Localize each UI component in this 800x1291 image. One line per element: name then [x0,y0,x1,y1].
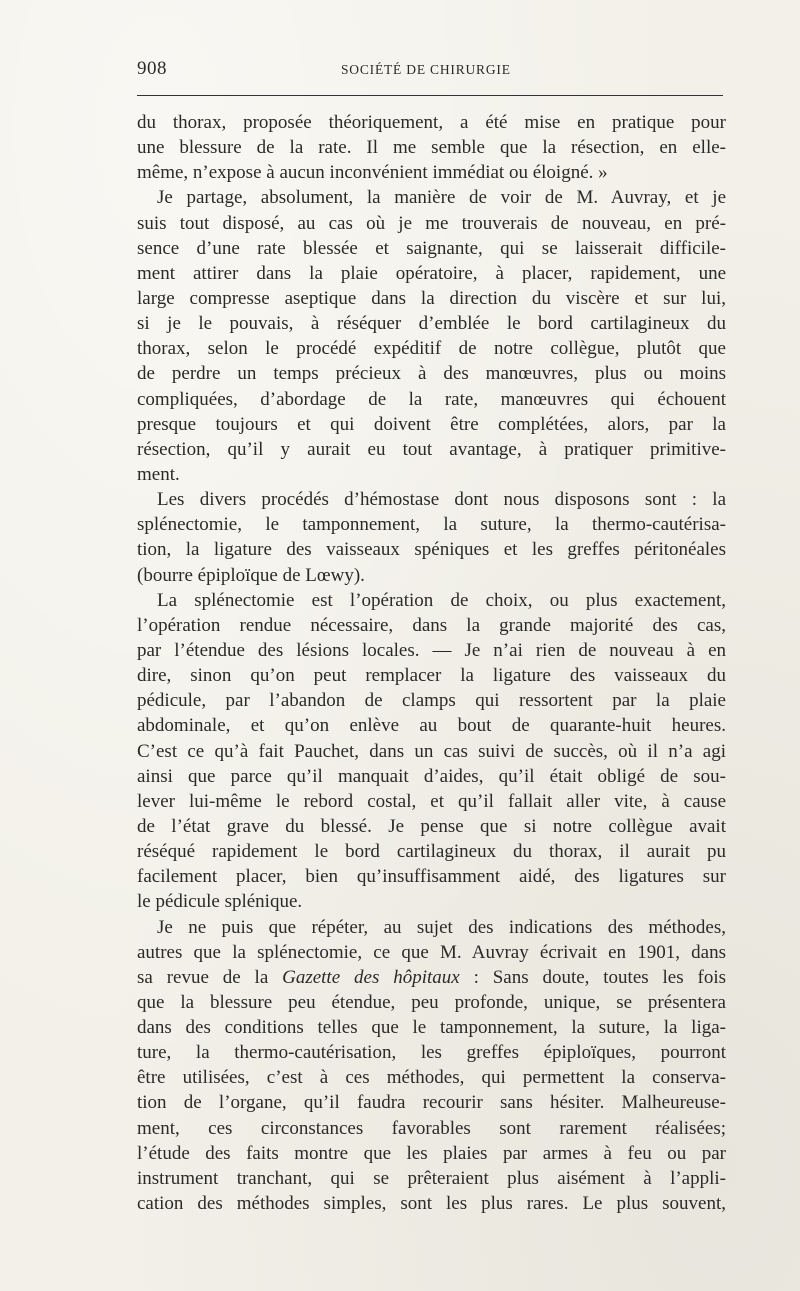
text-line: résection, qu’il y aurait eu tout avantage, à pratiquer primitive- [137,438,726,460]
text-line: le pédicule splénique. [137,891,303,913]
text-line: dans des conditions telles que le tamponnement, la suture, la liga- [137,1017,726,1039]
text-line: Les divers procédés d’hémostase dont nous disposons sont : la [157,489,726,511]
text-line: dire, sinon qu’on peut remplacer la ligature des vaisseaux du [137,665,726,687]
text-line: Je partage, absolument, la manière de voir de M. Auvray, et je [157,187,726,209]
text-line: abdominale, et qu’on enlève au bout de quarante-huit heures. [137,715,726,737]
text-line: Je ne puis que répéter, au sujet des indications des méthodes, [157,916,726,938]
text-line: de perdre un temps précieux à des manœuvres, plus ou moins [137,363,726,385]
text-line: La splénectomie est l’opération de choix, ou plus exactement, [157,589,726,611]
text-line: instrument tranchant, qui se prêteraient plus aisément à l’appli- [137,1167,726,1189]
text-line: presque toujours et qui doivent être complétées, alors, par la [137,413,726,435]
text-line: même, n’expose à aucun inconvénient immédiat ou éloigné. » [137,162,608,184]
text-line: que la blessure peu étendue, peu profonde, unique, se présentera [137,991,726,1013]
text-line: une blessure de la rate. Il me semble que la résection, en elle- [137,137,726,159]
text-line: compliquées, d’abordage de la rate, manœuvres qui échouent [137,388,726,410]
text-line: tion de l’organe, qu’il faudra recourir sans hésiter. Malheureuse- [137,1092,726,1114]
text-line: l’opération rendue nécessaire, dans la grande majorité des cas, [137,614,726,636]
text-line: tion, la ligature des vaisseaux spéniques et les greffes péritonéales [137,539,726,561]
text-line: suis tout disposé, au cas où je me trouverais de nouveau, en pré- [137,212,726,234]
text-line: sence d’une rate blessée et saignante, qui se laisserait difficile- [137,237,726,259]
header-rule [137,95,723,96]
text-line: splénectomie, le tamponnement, la suture, la thermo-cautérisa- [137,514,726,536]
text-line: cation des méthodes simples, sont les plus rares. Le plus souvent, [137,1193,726,1215]
text-line: ture, la thermo-cautérisation, les greffes épiploïques, pourront [137,1042,726,1064]
text-line: ment, ces circonstances favorables sont rarement réalisées; [137,1117,726,1139]
text-segment: : Sans doute, toutes les fois [459,966,726,988]
running-title: SOCIÉTÉ DE CHIRURGIE [341,62,511,77]
text-line [137,965,726,990]
text-line: du thorax, proposée théoriquement, a été mise en pratique pour [137,112,726,133]
running-head [137,58,724,82]
text-line: large compresse aseptique dans la direction du viscère et sur lui, [137,287,726,309]
text-line: ment attirer dans la plaie opératoire, à placer, rapidement, une [137,262,726,284]
text-segment: sa revue de la [137,966,283,988]
text-line: par l’étendue des lésions locales. — Je n’ai rien de nouveau à en [137,639,726,661]
text-line: lever lui-même le rebord costal, et qu’il fallait aller vite, à cause [137,790,726,812]
journal-title: Gazette des hôpitaux [282,966,460,988]
text-line: facilement placer, bien qu’insuffisamment aidé, des ligatures sur [137,866,726,888]
text-line: réséqué rapidement le bord cartilagineux du thorax, il aurait pu [137,841,726,863]
text-line: l’étude des faits montre que les plaies par armes à feu ou par [137,1142,726,1164]
text-line: ainsi que parce qu’il manquait d’aides, qu’il était obligé de sou- [137,765,726,787]
text-line: si je le pouvais, à réséquer d’emblée le bord cartilagineux du [137,313,726,335]
text-line: C’est ce qu’à fait Pauchet, dans un cas suivi de succès, où il n’a agi [137,740,726,762]
text-line: être utilisées, c’est à ces méthodes, qui permettent la conserva- [137,1067,726,1089]
text-line: autres que la splénectomie, ce que M. Auvray écrivait en 1901, dans [137,941,726,963]
text-line: pédicule, par l’abandon de clamps qui ressortent par la plaie [137,690,726,712]
text-line: (bourre épiploïque de Lœwy). [137,564,365,586]
text-line: ment. [137,463,180,485]
body-text [137,110,726,1216]
text-line: de l’état grave du blessé. Je pense que si notre collègue avait [137,815,726,837]
text-line: thorax, selon le procédé expéditif de notre collègue, plutôt que [137,338,726,360]
page-number: 908 [137,58,167,79]
